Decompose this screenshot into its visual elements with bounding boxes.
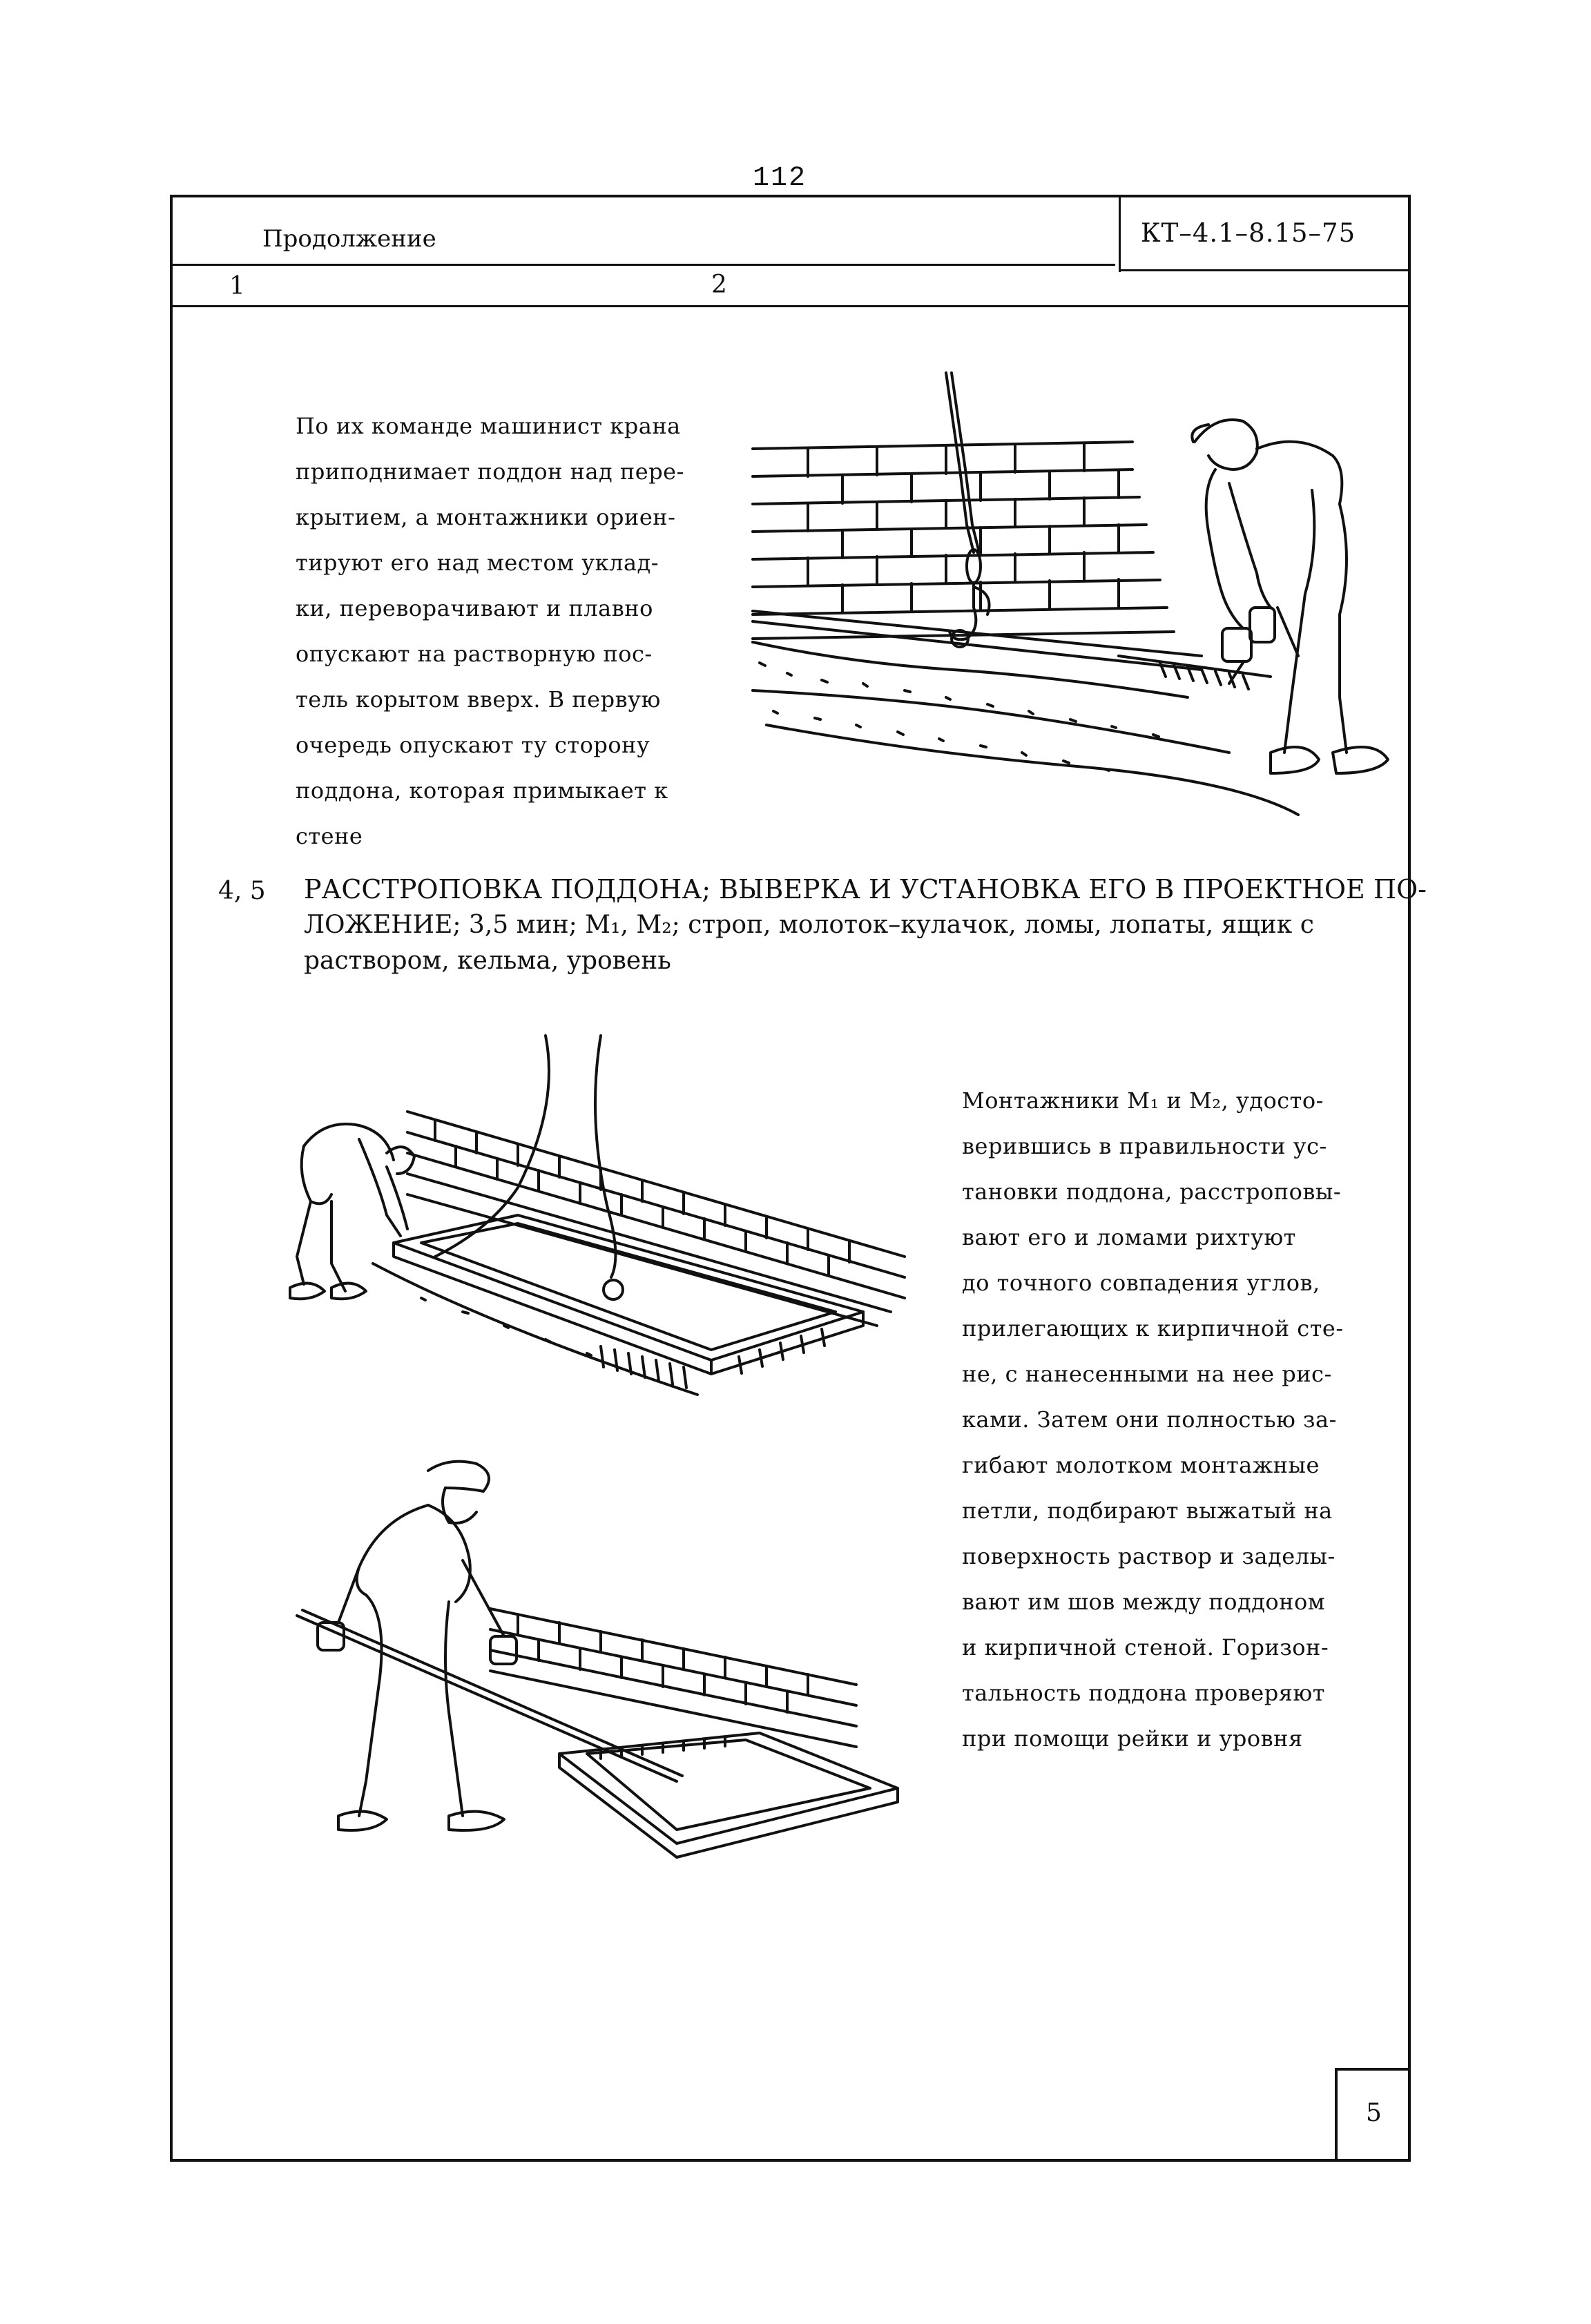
text-line: опускают на растворную пос- bbox=[296, 641, 653, 667]
text-line: приподнимает поддон над пере- bbox=[296, 458, 684, 485]
text-line: петли, подбирают выжатый на bbox=[962, 1498, 1333, 1524]
worker-figure bbox=[318, 1462, 517, 1830]
text-line: тель корытом вверх. В первую bbox=[296, 686, 661, 713]
step-title bbox=[304, 871, 1427, 979]
column-2-header: 2 bbox=[711, 271, 727, 299]
text-line: поддона, которая примыкает к bbox=[296, 777, 668, 804]
step-title-line: ЛОЖЕНИЕ; 3,5 мин; М₁, М₂; строп, молоток–кулачок, ломы, лопаты, ящик с bbox=[304, 911, 1314, 939]
header-rule bbox=[173, 264, 1115, 266]
brick-wall bbox=[490, 1609, 856, 1747]
step-title-line: раствором, кельма, уровень bbox=[304, 947, 671, 975]
document-code: КТ–4.1–8.15–75 bbox=[1141, 218, 1356, 248]
worker-figure bbox=[1192, 420, 1388, 773]
text-line: тальность поддона проверяют bbox=[962, 1680, 1325, 1706]
continuation-label: Продолжение bbox=[262, 225, 436, 253]
text-line: поверхность раствор и заделы- bbox=[962, 1543, 1336, 1569]
text-line: вают его и ломами рихтуют bbox=[962, 1224, 1296, 1250]
illustration-lowering-pallet bbox=[746, 366, 1395, 835]
page-number: 112 bbox=[753, 163, 807, 194]
text-line: гибают молотком монтажные bbox=[962, 1452, 1320, 1478]
text-line: при помощи рейки и уровня bbox=[962, 1725, 1303, 1752]
step-title-line: РАССТРОПОВКА ПОДДОНА; ВЫВЕРКА И УСТАНОВКА ЕГО В ПРОЕКТНОЕ ПО- bbox=[304, 874, 1427, 904]
code-box-left-border bbox=[1119, 195, 1121, 272]
text-line: Монтажники М₁ и М₂, удосто- bbox=[962, 1087, 1324, 1114]
text-line: до точного совпадения углов, bbox=[962, 1270, 1320, 1296]
step-number: 4, 5 bbox=[218, 877, 266, 905]
text-line: не, с нанесенными на нее рис- bbox=[962, 1361, 1332, 1387]
illustration-crowbar-alignment bbox=[290, 1457, 898, 1871]
text-line: По их команде машинист крана bbox=[296, 413, 681, 439]
brick-wall bbox=[407, 1112, 905, 1326]
column-header-rule bbox=[173, 305, 1409, 307]
pallet-and-mortar bbox=[753, 611, 1298, 815]
sheet-number: 5 bbox=[1366, 2099, 1382, 2127]
text-line: стене bbox=[296, 823, 363, 849]
text-line: верившись в правильности ус- bbox=[962, 1133, 1327, 1159]
worker-figure bbox=[290, 1124, 414, 1299]
text-line: вают им шов между поддоном bbox=[962, 1589, 1326, 1615]
text-line: ки, переворачивают и плавно bbox=[296, 595, 653, 621]
code-box-bottom-border bbox=[1119, 269, 1408, 271]
section-1-text bbox=[296, 403, 684, 859]
text-line: ками. Затем они полностью за- bbox=[962, 1406, 1337, 1433]
text-line: прилегающих к кирпичной сте- bbox=[962, 1315, 1344, 1342]
text-line: тируют его над местом уклад- bbox=[296, 550, 659, 576]
text-line: тановки поддона, расстроповы- bbox=[962, 1179, 1342, 1205]
text-line: и кирпичной стеной. Горизон- bbox=[962, 1634, 1329, 1660]
crane-hook bbox=[946, 373, 990, 647]
illustration-unslinging-pallet bbox=[283, 1036, 946, 1408]
brick-wall bbox=[753, 442, 1174, 639]
column-1-header: 1 bbox=[229, 272, 245, 300]
text-line: очередь опускают ту сторону bbox=[296, 732, 650, 758]
pallet bbox=[373, 1215, 863, 1395]
section-2-text bbox=[962, 1078, 1344, 1761]
text-line: крытием, а монтажники ориен- bbox=[296, 504, 676, 530]
